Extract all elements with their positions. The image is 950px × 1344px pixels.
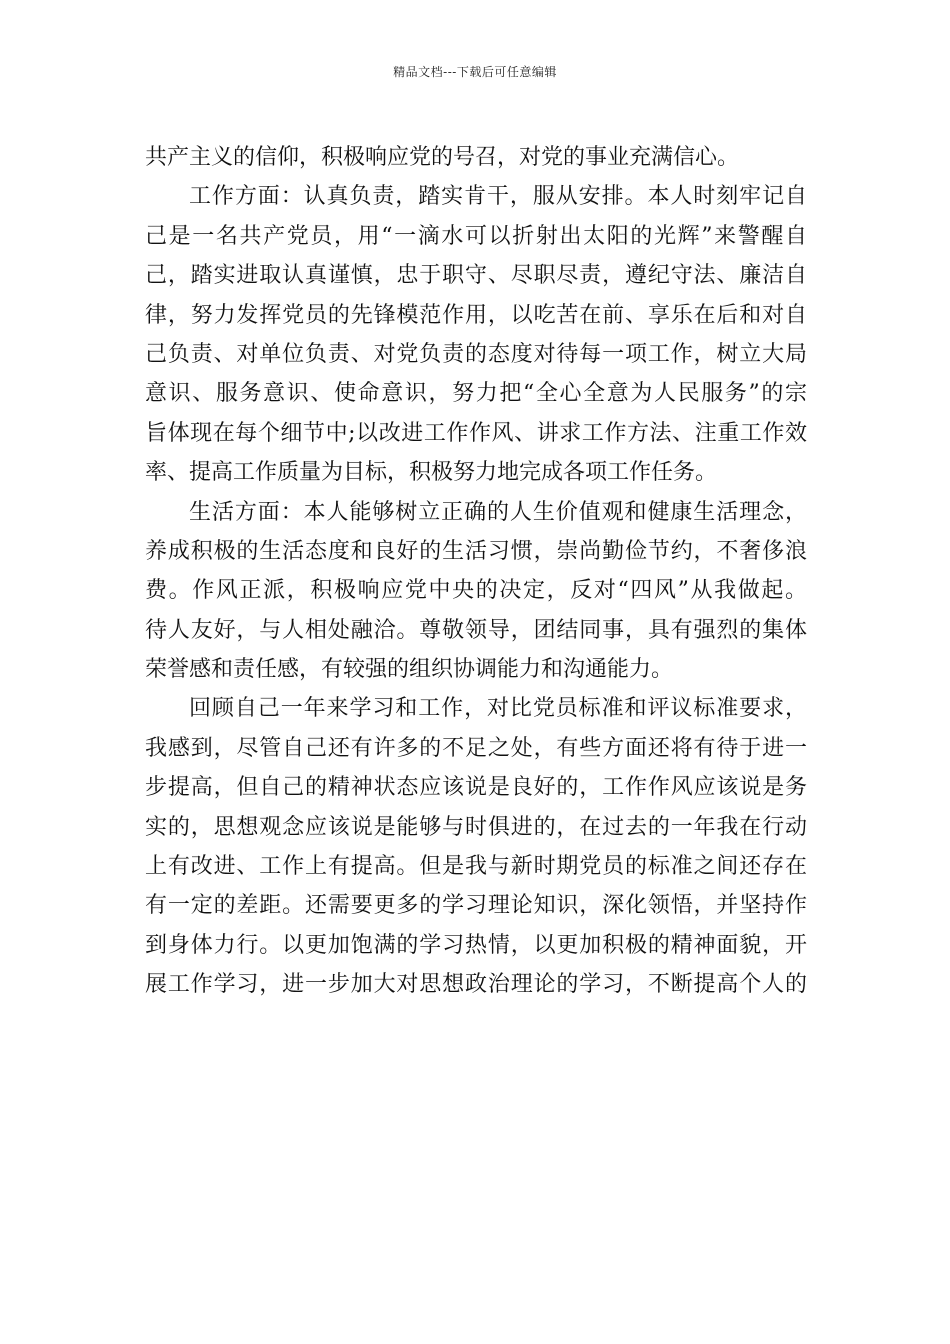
text-line: 有一定的差距。还需要更多的学习理论知识，深化领悟，并坚持作 — [145, 893, 807, 919]
text-line: 回顾自己一年来学习和工作，对比党员标准和评议标准要求， — [189, 696, 807, 722]
text-line: 旨体现在每个细节中;以改进工作作风、讲求工作方法、注重工作效 — [145, 420, 807, 446]
text-line: 上有改进、工作上有提高。但是我与新时期党员的标准之间还存在 — [145, 854, 807, 880]
text-line: 我感到，尽管自己还有许多的不足之处，有些方面还将有待于进一 — [145, 735, 807, 761]
text-line: 己负责、对单位负责、对党负责的态度对待每一项工作，树立大局 — [145, 341, 807, 367]
text-line: 己，踏实进取认真谨慎，忠于职守、尽职尽责，遵纪守法、廉洁自 — [145, 263, 807, 289]
text-line: 到身体力行。以更加饱满的学习热情，以更加积极的精神面貌，开 — [145, 932, 807, 958]
text-line: 律，努力发挥党员的先锋模范作用，以吃苦在前、享乐在后和对自 — [145, 302, 807, 328]
text-line: 率、提高工作质量为目标，积极努力地完成各项工作任务。 — [145, 460, 718, 486]
text-line: 实的，思想观念应该说是能够与时俱进的，在过去的一年我在行动 — [145, 814, 807, 840]
text-line: 意识、服务意识、使命意识，努力把“全心全意为人民服务”的宗 — [145, 381, 807, 407]
text-line: 工作方面：认真负责，踏实肯干，服从安排。本人时刻牢记自 — [189, 184, 807, 210]
text-line: 荣誉感和责任感，有较强的组织协调能力和沟通能力。 — [145, 657, 674, 683]
text-line: 己是一名共产党员，用“一滴水可以折射出太阳的光辉”来警醒自 — [145, 223, 807, 249]
text-line: 养成积极的生活态度和良好的生活习惯，崇尚勤俭节约，不奢侈浪 — [145, 538, 807, 564]
text-line: 步提高，但自己的精神状态应该说是良好的，工作作风应该说是务 — [145, 775, 807, 801]
text-line: 待人友好，与人相处融洽。尊敬领导，团结同事，具有强烈的集体 — [145, 617, 807, 643]
text-line: 展工作学习，进一步加大对思想政治理论的学习，不断提高个人的 — [145, 972, 807, 998]
text-line: 费。作风正派，积极响应党中央的决定，反对“四风”从我做起。 — [145, 578, 807, 604]
page-header: 精品文档---下载后可任意编辑 — [393, 65, 557, 79]
text-line: 生活方面：本人能够树立正确的人生价值观和健康生活理念， — [189, 499, 807, 525]
document-body — [145, 138, 807, 1005]
text-line: 共产主义的信仰，积极响应党的号召，对党的事业充满信心。 — [145, 145, 740, 170]
